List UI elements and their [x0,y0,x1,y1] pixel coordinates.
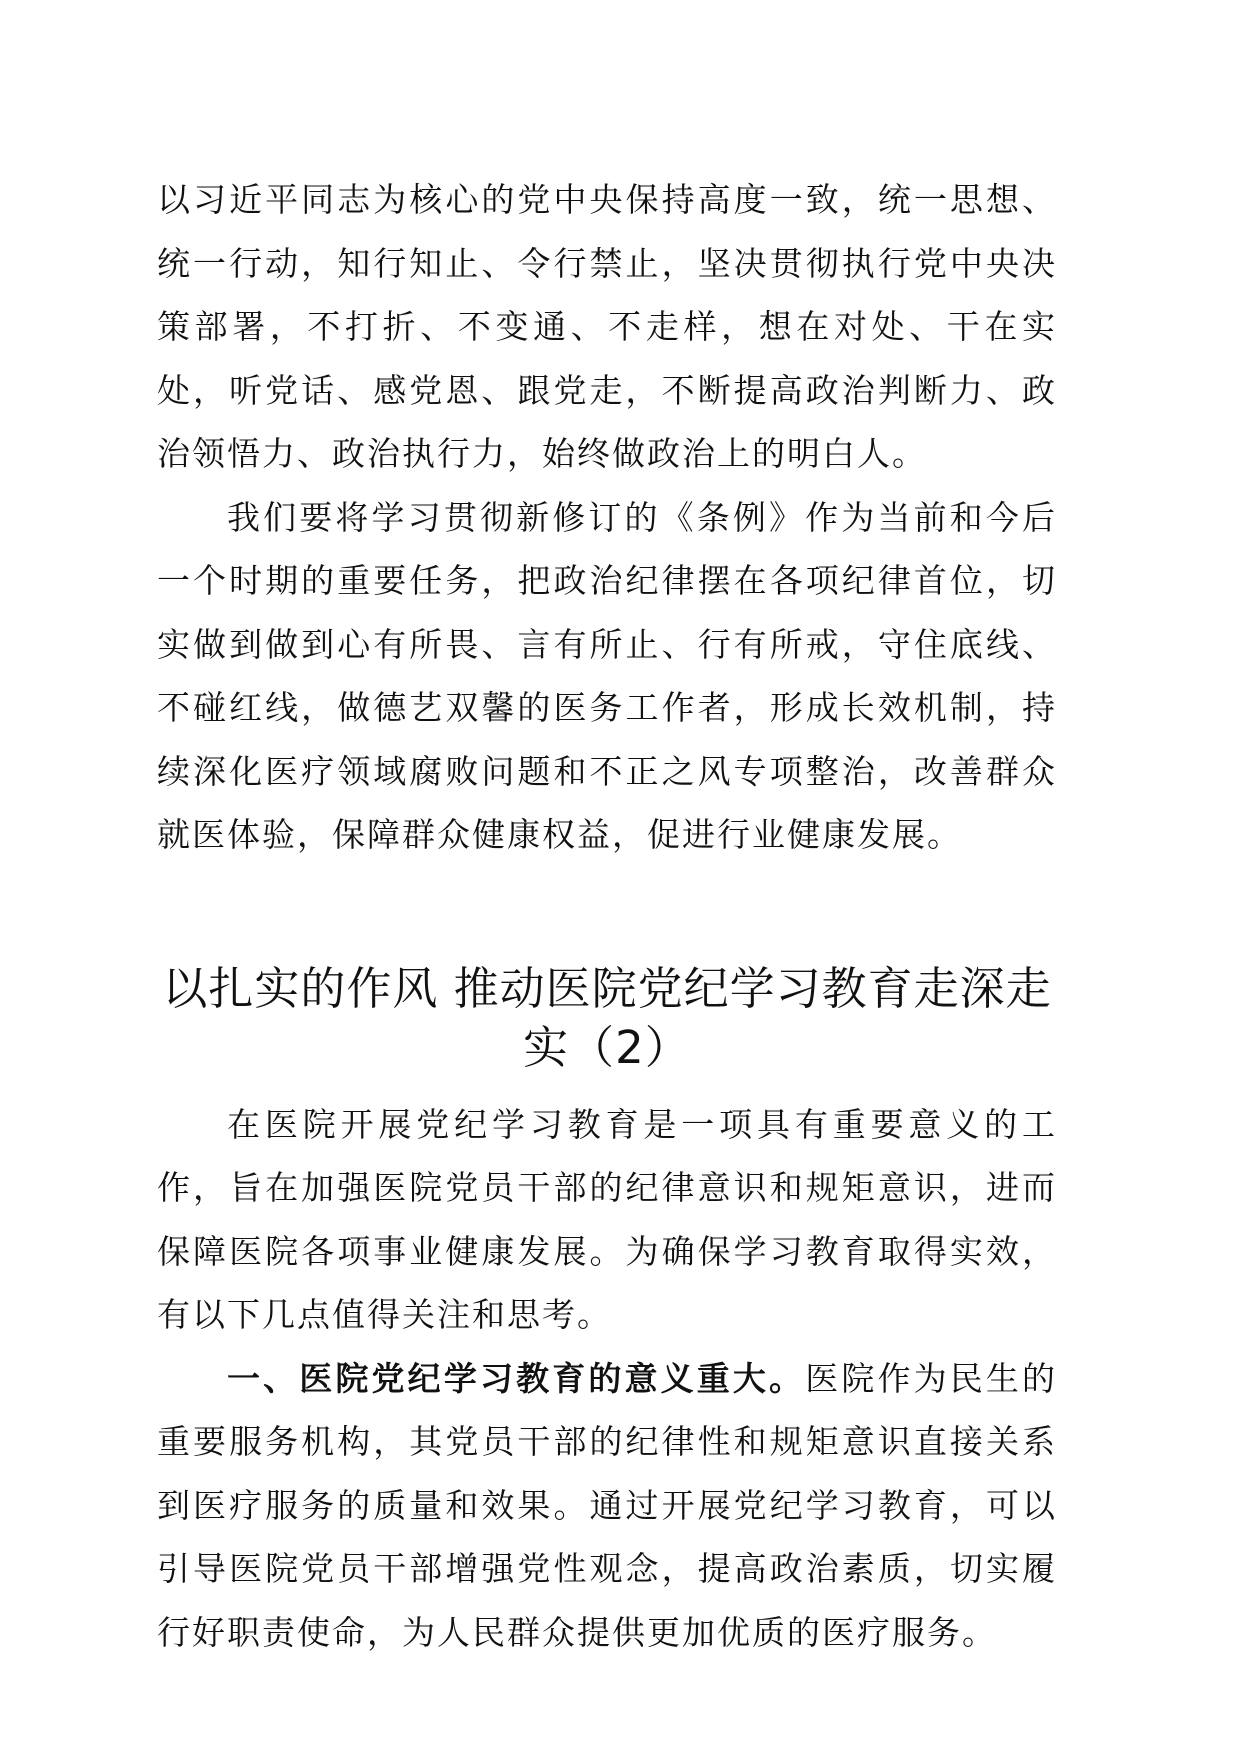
paragraph-study-regulations: 我们要将学习贯彻新修订的《条例》作为当前和今后一个时期的重要任务，把政治纪律摆在各项纪律首位，切实做到做到心有所畏、言有所止、行有所戒，守住底线、不碰红线，做德艺双馨的医务工作者，形成长效机制，持续深化医疗领域腐败问题和不正之风专项整治，改善群众就医体验，保障群众健康权益，促进行业健康发展。 [157,497,1057,854]
article-title: 以扎实的作风 推动医院党纪学习教育走深走实（2） [162,961,1052,1074]
paragraph-intro: 在医院开展党纪学习教育是一项具有重要意义的工作，旨在加强医院党员干部的纪律意识和规矩意识，进而保障医院各项事业健康发展。为确保学习教育取得实效，有以下几点值得关注和思考。 [157,1104,1057,1334]
spacer [157,867,1057,959]
document-page [157,168,1057,1664]
spacer [157,1077,1057,1093]
point-one-lead: 一、医院党纪学习教育的意义重大。 [227,1358,806,1398]
paragraph-continuation: 以习近平同志为核心的党中央保持高度一致，统一思想、统一行动，知行知止、令行禁止，坚决贯彻执行党中央决策部署，不打折、不变通、不走样，想在对处、干在实处，听党话、感党恩、跟党走，不断提高政治判断力、政治领悟力、政治执行力，始终做政治上的明白人。 [157,180,1057,473]
paragraph-point-one [157,1347,1057,1665]
point-one-body: 医院作为民生的重要服务机构，其党员干部的纪律性和规矩意识直接关系到医疗服务的质量和效果。通过开展党纪学习教育，可以引导医院党员干部增强党性观念，提高政治素质，切实履行好职责使命，为人民群众提供更加优质的医疗服务。 [157,1358,1058,1652]
